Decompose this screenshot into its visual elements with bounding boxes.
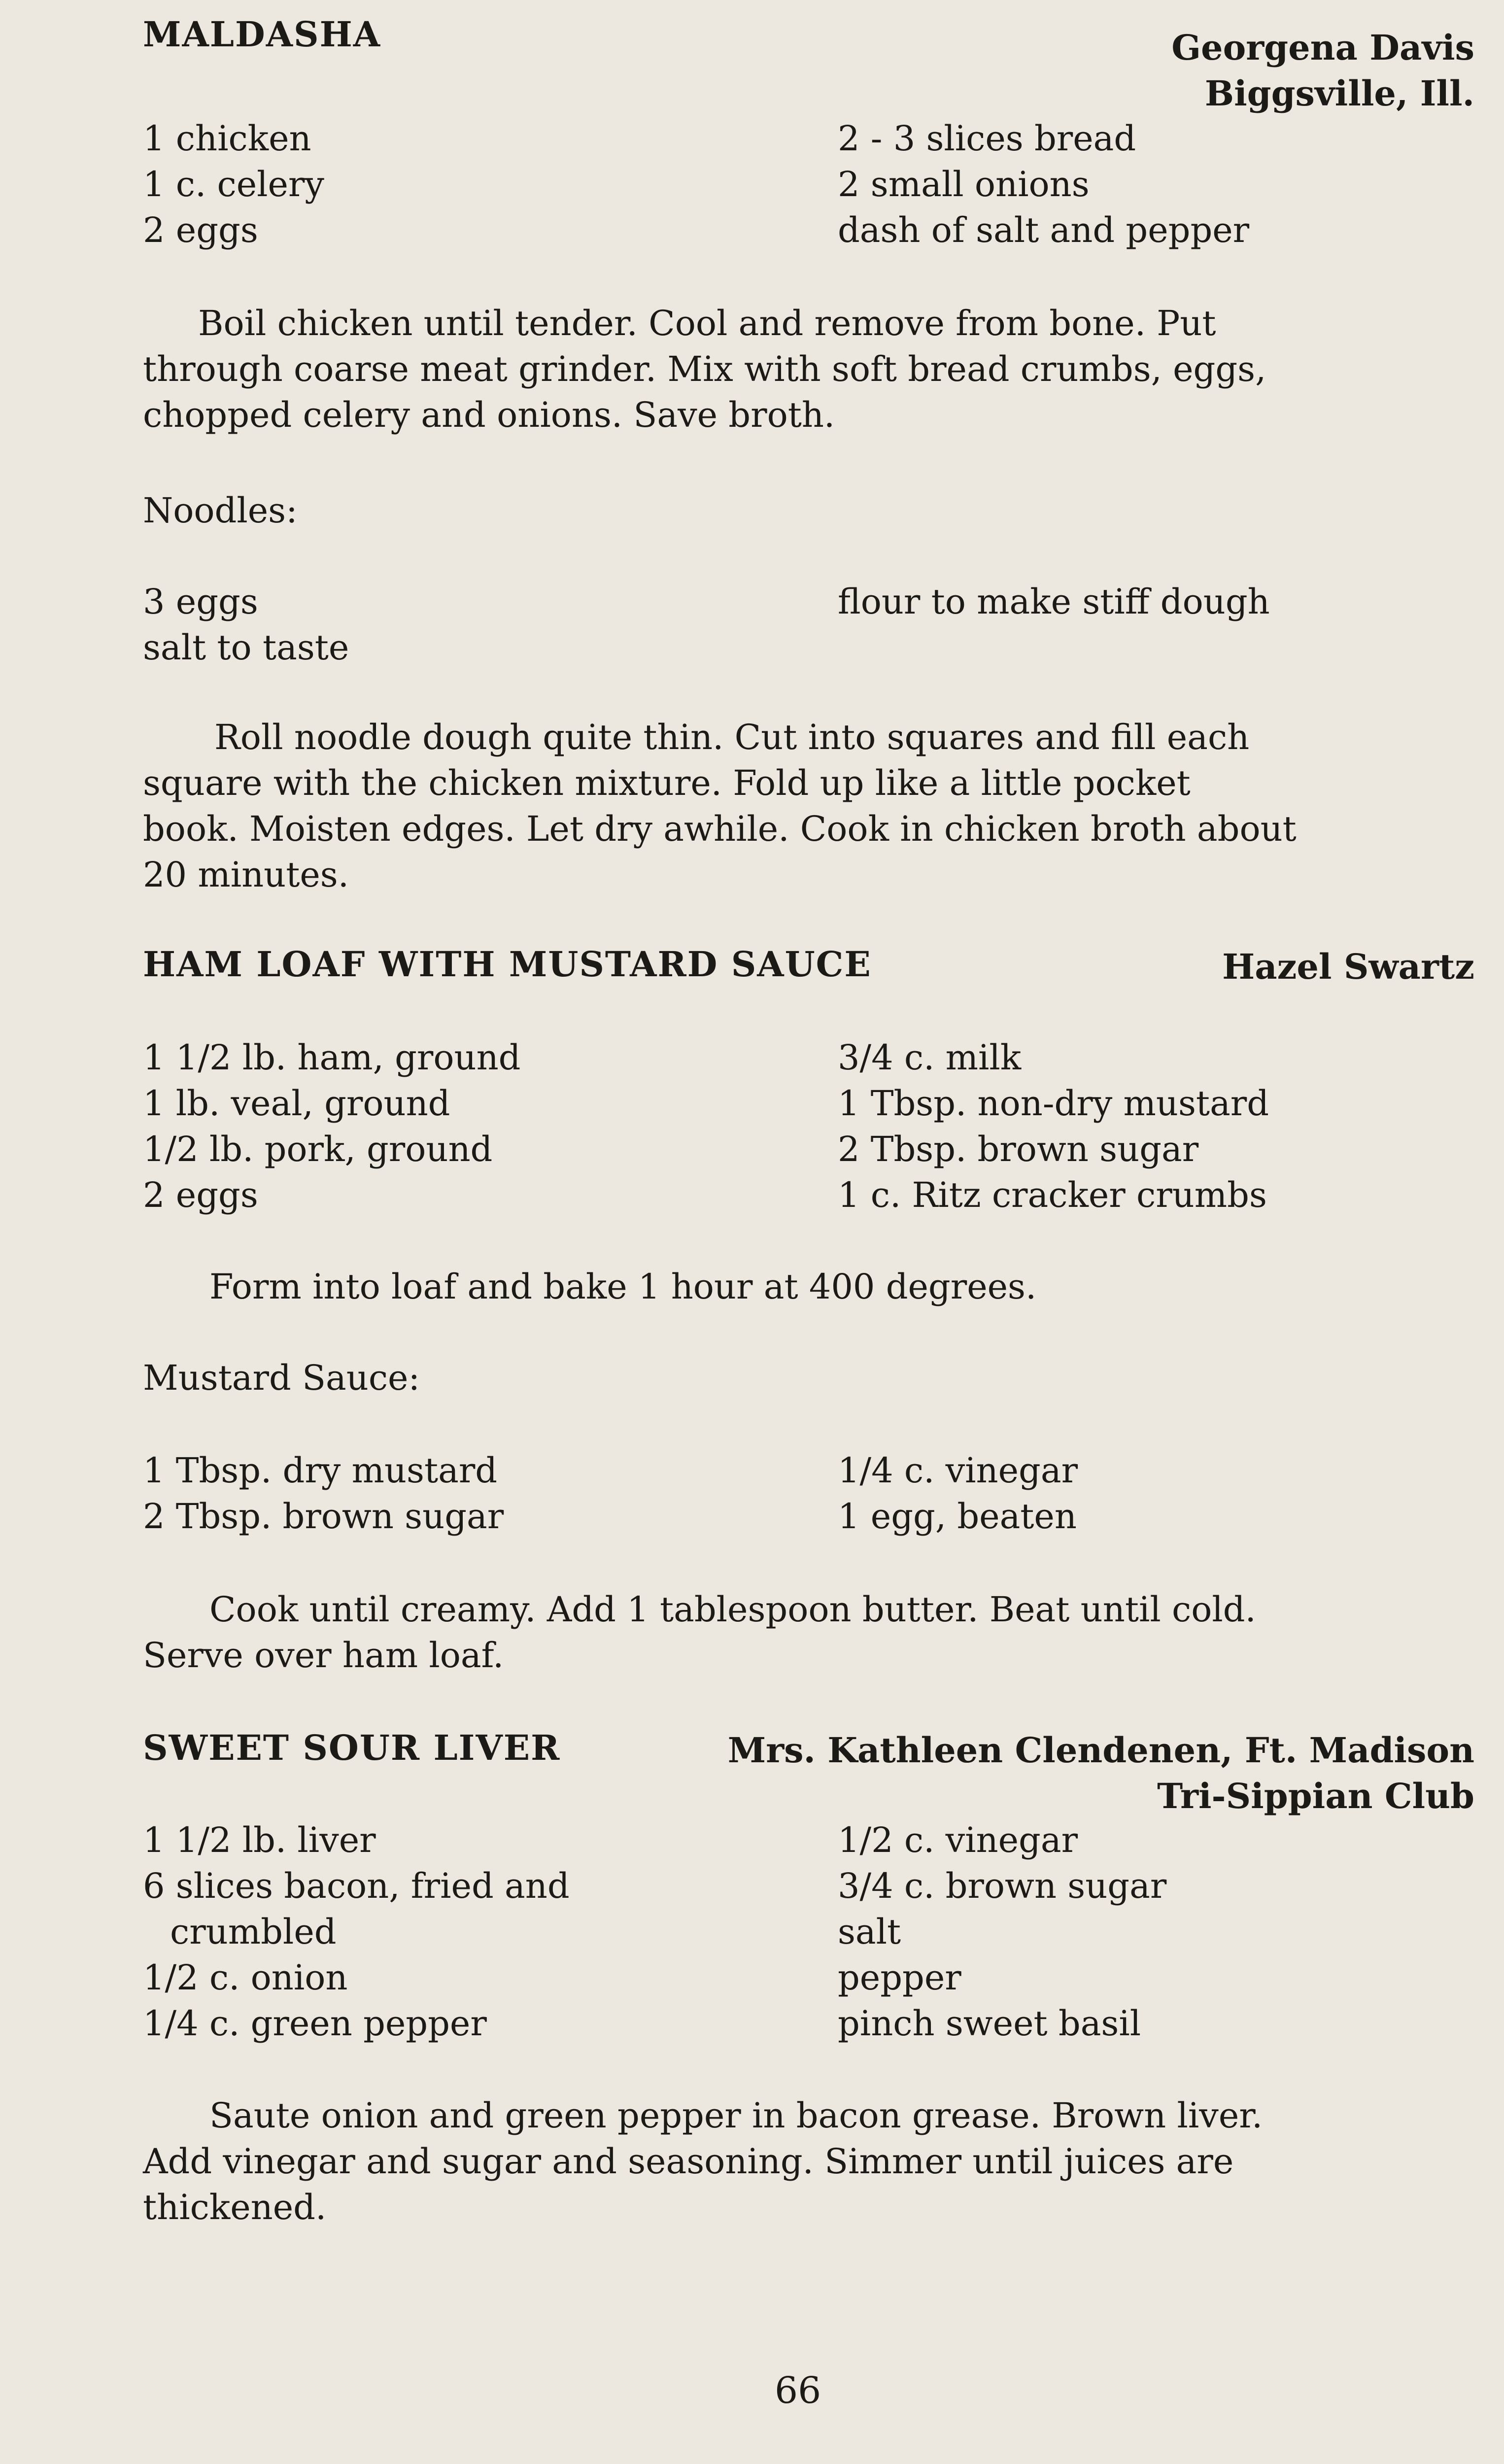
ingredient: 1 1/2 lb. liver — [143, 1820, 376, 1860]
recipe-title: HAM LOAF WITH MUSTARD SAUCE — [143, 944, 872, 985]
ingredient: 2 eggs — [143, 210, 258, 250]
directions-line: Serve over ham loaf. — [143, 1635, 504, 1676]
recipe-directions — [143, 715, 1297, 898]
ingredient: 1 lb. veal, ground — [143, 1083, 450, 1124]
ingredient: 2 eggs — [143, 1175, 258, 1215]
ingredient: 1/4 c. vinegar — [838, 1450, 1078, 1491]
ingredient: 6 slices bacon, fried and — [143, 1866, 570, 1906]
ingredient: 1 chicken — [143, 118, 311, 159]
directions-line: through coarse meat grinder. Mix with soft bread crumbs, eggs, — [143, 349, 1266, 389]
ingredient: pepper — [838, 1957, 961, 1998]
ingredient: 2 Tbsp. brown sugar — [143, 1496, 504, 1537]
ingredient: 1/4 c. green pepper — [143, 2003, 487, 2044]
ingredient: 2 small onions — [838, 164, 1090, 205]
ingredient: 1 c. Ritz cracker crumbs — [838, 1175, 1267, 1215]
ingredient: salt to taste — [143, 627, 349, 668]
recipe-location: Biggsville, Ill. — [1204, 73, 1474, 114]
directions-line: 20 minutes. — [143, 855, 349, 895]
ingredient: 1 1/2 lb. ham, ground — [143, 1037, 521, 1078]
directions-line: book. Moisten edges. Let dry awhile. Cook in chicken broth about — [143, 809, 1297, 849]
sub-heading: Noodles: — [143, 490, 298, 531]
directions-line: thickened. — [143, 2187, 327, 2227]
ingredient: dash of salt and pepper — [838, 210, 1250, 250]
recipe-directions — [143, 1587, 1256, 1678]
ingredient: pinch sweet basil — [838, 2003, 1141, 2044]
directions-line: Add vinegar and sugar and seasoning. Simmer until juices are — [143, 2141, 1234, 2182]
recipe-author: Georgena Davis — [1171, 27, 1474, 68]
ingredient: salt — [838, 1912, 901, 1952]
ingredient: 1 Tbsp. non-dry mustard — [838, 1083, 1269, 1124]
recipe-title: MALDASHA — [143, 14, 381, 55]
ingredient: 2 Tbsp. brown sugar — [838, 1129, 1199, 1169]
sub-heading: Mustard Sauce: — [143, 1358, 420, 1398]
recipe-title: SWEET SOUR LIVER — [143, 1727, 561, 1768]
recipe-author: Hazel Swartz — [1222, 946, 1474, 987]
directions-line: Cook until creamy. Add 1 tablespoon butter. Beat until cold. — [209, 1589, 1256, 1630]
directions-line: Boil chicken until tender. Cool and remove from bone. Put — [198, 303, 1216, 343]
recipe-directions — [143, 2093, 1263, 2230]
ingredient: 3/4 c. milk — [838, 1037, 1022, 1078]
recipe-directions — [143, 301, 1266, 438]
page-number: 66 — [775, 2369, 821, 2412]
directions-line: Saute onion and green pepper in bacon grease. Brown liver. — [209, 2095, 1263, 2136]
directions-line: square with the chicken mixture. Fold up like a little pocket — [143, 763, 1191, 803]
recipe-directions: Form into loaf and bake 1 hour at 400 degrees. — [209, 1266, 1037, 1307]
directions-line: Roll noodle dough quite thin. Cut into squares and fill each — [214, 717, 1250, 757]
ingredient: flour to make stiff dough — [838, 582, 1270, 622]
recipe-club: Tri-Sippian Club — [1157, 1776, 1474, 1816]
ingredient: 2 - 3 slices bread — [838, 118, 1136, 159]
ingredient: 3 eggs — [143, 582, 258, 622]
ingredient: 1/2 lb. pork, ground — [143, 1129, 493, 1169]
ingredient: 3/4 c. brown sugar — [838, 1866, 1167, 1906]
ingredient: 1 egg, beaten — [838, 1496, 1077, 1537]
recipe-author: Mrs. Kathleen Clendenen, Ft. Madison — [727, 1730, 1474, 1771]
directions-line: chopped celery and onions. Save broth. — [143, 395, 835, 435]
ingredient: 1/2 c. onion — [143, 1957, 348, 1998]
ingredient: 1 Tbsp. dry mustard — [143, 1450, 498, 1491]
ingredient: 1/2 c. vinegar — [838, 1820, 1078, 1860]
ingredient: crumbled — [170, 1912, 337, 1952]
ingredient: 1 c. celery — [143, 164, 324, 205]
